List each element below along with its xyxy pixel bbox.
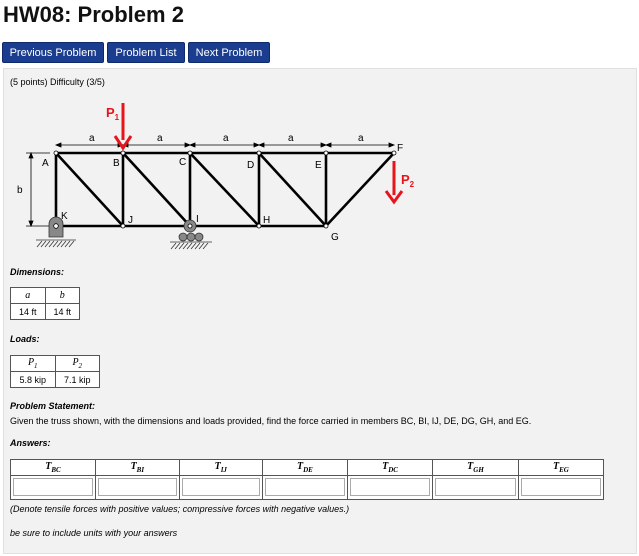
load-p2-arrow [386, 161, 402, 202]
load-value-p1: 5.8 kip [11, 372, 56, 388]
node-label-h: H [263, 215, 271, 226]
node-label-g: G [331, 232, 339, 243]
node-label-k: K [61, 211, 68, 222]
sign-convention-note: (Denote tensile forces with positive values; compressive forces with negative values.) [10, 504, 350, 514]
answer-header-tij: $T_{IJ}$ [179, 460, 262, 476]
load-value-p2: 7.1 kip [55, 372, 100, 388]
node-label-i: I [196, 214, 199, 225]
truss-members [56, 153, 394, 226]
answer-input-tde[interactable] [265, 478, 345, 496]
answer-input-tbc[interactable] [13, 478, 93, 496]
answer-header-tbc: $T_{BC}$ [11, 460, 96, 476]
load-header-p1: $P_1$ [11, 356, 56, 372]
previous-problem-button[interactable]: Previous Problem [2, 42, 104, 63]
answer-cell [179, 476, 262, 500]
answer-input-tgh[interactable] [435, 478, 516, 496]
dimension-a-label: a [358, 133, 364, 144]
next-problem-button[interactable]: Next Problem [188, 42, 270, 63]
answer-cell [347, 476, 432, 500]
node-label-f: F [397, 143, 404, 154]
problem-statement-text: Given the truss shown, with the dimensions and loads provided, find the force carried in members BC, BI, IJ, DE, DG, GH, and EG. [10, 416, 532, 426]
load-p2-label: $P_2$ [401, 172, 415, 189]
answer-cell [95, 476, 179, 500]
load-p1-arrow [115, 103, 131, 148]
node-label-e: E [315, 160, 322, 171]
answer-cell [518, 476, 603, 500]
dimension-a-label: a [157, 133, 163, 144]
answer-input-tbi[interactable] [98, 478, 177, 496]
loads-table [10, 355, 100, 388]
answers-table [10, 459, 604, 500]
truss-diagram [0, 95, 440, 265]
load-p1-label: $P_1$ [106, 105, 120, 122]
answer-input-tij[interactable] [182, 478, 260, 496]
answer-cell [433, 476, 519, 500]
node-label-d: D [247, 160, 255, 171]
dimension-b-label: b [17, 185, 23, 196]
dimension-header-b: b [45, 288, 80, 304]
answer-header-tgh: $T_{GH}$ [433, 460, 519, 476]
answer-input-tdc[interactable] [350, 478, 430, 496]
problem-statement-label: Problem Statement: [10, 401, 96, 411]
dimensions-table [10, 287, 80, 320]
node-label-j: J [128, 215, 133, 226]
answer-header-tdc: $T_{DC}$ [347, 460, 432, 476]
answers-label: Answers: [10, 438, 51, 448]
problem-list-button[interactable]: Problem List [107, 42, 185, 63]
page-title: HW08: Problem 2 [3, 2, 184, 27]
load-header-p2: $P_2$ [55, 356, 100, 372]
roller-support [170, 220, 212, 249]
points-difficulty: (5 points) Difficulty (3/5) [10, 77, 105, 87]
node-labels [42, 143, 403, 243]
answer-header-teg: $T_{EG}$ [518, 460, 603, 476]
units-note: be sure to include units with your answers [10, 528, 178, 538]
dimension-value-b: 14 ft [45, 304, 80, 320]
node-label-b: B [113, 158, 120, 169]
answer-cell [262, 476, 347, 500]
loads-label: Loads: [10, 334, 40, 344]
dimension-a-label: a [288, 133, 294, 144]
dimension-a-label: a [223, 133, 229, 144]
dimensions-label: Dimensions: [10, 267, 65, 277]
answer-cell [11, 476, 96, 500]
dimension-value-a: 14 ft [11, 304, 46, 320]
node-label-a: A [42, 158, 49, 169]
node-label-c: C [179, 157, 187, 168]
dimension-header-a: a [11, 288, 46, 304]
dimension-a-label: a [89, 133, 95, 144]
answer-header-tde: $T_{DE}$ [262, 460, 347, 476]
answer-input-teg[interactable] [521, 478, 601, 496]
pin-support [36, 217, 76, 247]
answer-header-tbi: $T_{BI}$ [95, 460, 179, 476]
